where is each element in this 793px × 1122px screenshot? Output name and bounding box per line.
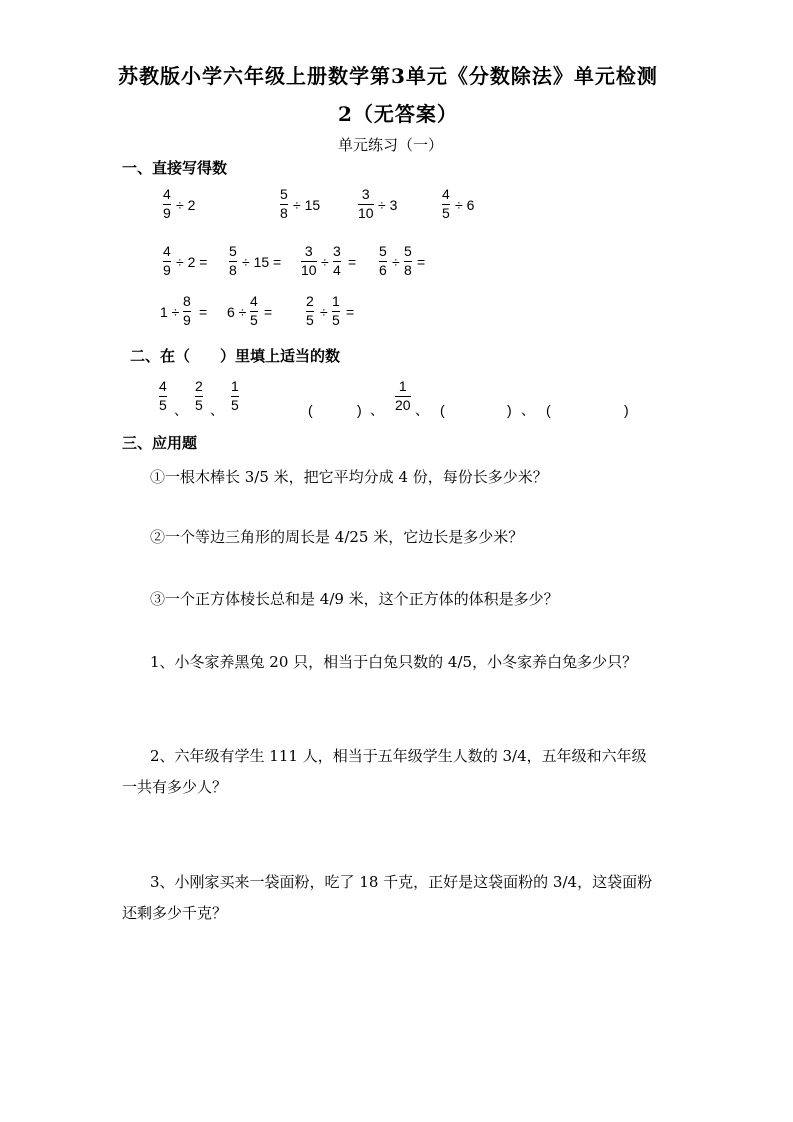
operation: =	[346, 304, 355, 320]
operation: ÷ 15	[293, 197, 321, 213]
fraction: 4 9	[163, 243, 171, 278]
fraction: 4 5	[442, 186, 450, 221]
fraction: 4 9	[163, 186, 171, 221]
fraction: 3 10	[358, 186, 374, 221]
page-title-line2: 2（无答案）	[338, 102, 458, 126]
blank-open: (	[546, 402, 551, 418]
page-title-line1: 苏教版小学六年级上册数学第3单元《分数除法》单元检测	[118, 64, 658, 88]
operation: ÷	[320, 304, 328, 320]
separator: 、	[210, 402, 224, 418]
problem-1: 1、小冬家养黑兔 20 只，相当于白兔只数的 4/5，小冬家养白兔多少只？	[150, 653, 638, 671]
fraction: 5 6	[379, 243, 387, 278]
operation: =	[264, 304, 273, 320]
fraction: 3 10	[301, 243, 317, 278]
fraction: 3 4	[333, 243, 341, 278]
blank-open: (	[440, 402, 445, 418]
operation: ÷ 6	[455, 197, 475, 213]
separator: 、	[415, 402, 429, 418]
problem-2-line2: 一共有多少人？	[122, 778, 228, 796]
separator: 、	[174, 402, 188, 418]
fraction: 5 8	[229, 243, 237, 278]
operation: ÷	[392, 254, 400, 270]
question-3: ③一个正方体棱长总和是 4/9 米，这个正方体的体积是多少？	[150, 590, 559, 608]
operation: ÷ 2 =	[176, 254, 208, 270]
question-2: ②一个等边三角形的周长是 4/25 米，它边长是多少米？	[150, 528, 524, 546]
problem-2-line1: 2、六年级有学生 111 人，相当于五年级学生人数的 3/4，五年级和六年级	[150, 747, 647, 765]
operation: =	[348, 254, 357, 270]
fraction: 4 5	[250, 293, 258, 328]
blank-close: )	[624, 402, 629, 418]
fraction: 1 5	[231, 378, 239, 413]
problem-3-line1: 3、小刚家买来一袋面粉，吃了 18 千克，正好是这袋面粉的 3/4，这袋面粉	[150, 873, 653, 891]
blank-close: )	[357, 402, 362, 418]
blank-open: (	[308, 402, 313, 418]
operation: =	[417, 254, 426, 270]
operation: ÷ 3	[378, 197, 398, 213]
page-subtitle: 单元练习（一）	[338, 136, 444, 154]
question-1: ①一根木棒长 3/5 米，把它平均分成 4 份，每份长多少米？	[150, 468, 548, 486]
separator: 、	[370, 402, 384, 418]
fraction: 5 8	[404, 243, 412, 278]
operation: 1 ÷	[160, 304, 180, 320]
section3-heading: 三、应用题	[122, 434, 198, 452]
operation: 6 ÷	[227, 304, 247, 320]
fraction: 5 8	[280, 186, 288, 221]
blank-close: )	[507, 402, 512, 418]
fraction: 1 5	[332, 293, 340, 328]
operation: ÷ 2	[176, 197, 196, 213]
separator: 、	[521, 402, 535, 418]
fraction: 2 5	[195, 378, 203, 413]
operation: ÷ 15 =	[242, 254, 282, 270]
section1-heading: 一、直接写得数	[122, 159, 228, 177]
section2-heading: 二、在（ ）里填上适当的数	[130, 347, 341, 365]
operation: ÷	[321, 254, 329, 270]
problem-3-line2: 还剩多少千克？	[122, 904, 228, 922]
fraction: 2 5	[306, 293, 314, 328]
fraction: 8 9	[183, 293, 191, 328]
fraction: 4 5	[159, 378, 167, 413]
fraction: 1 20	[395, 378, 411, 413]
operation: =	[199, 304, 208, 320]
